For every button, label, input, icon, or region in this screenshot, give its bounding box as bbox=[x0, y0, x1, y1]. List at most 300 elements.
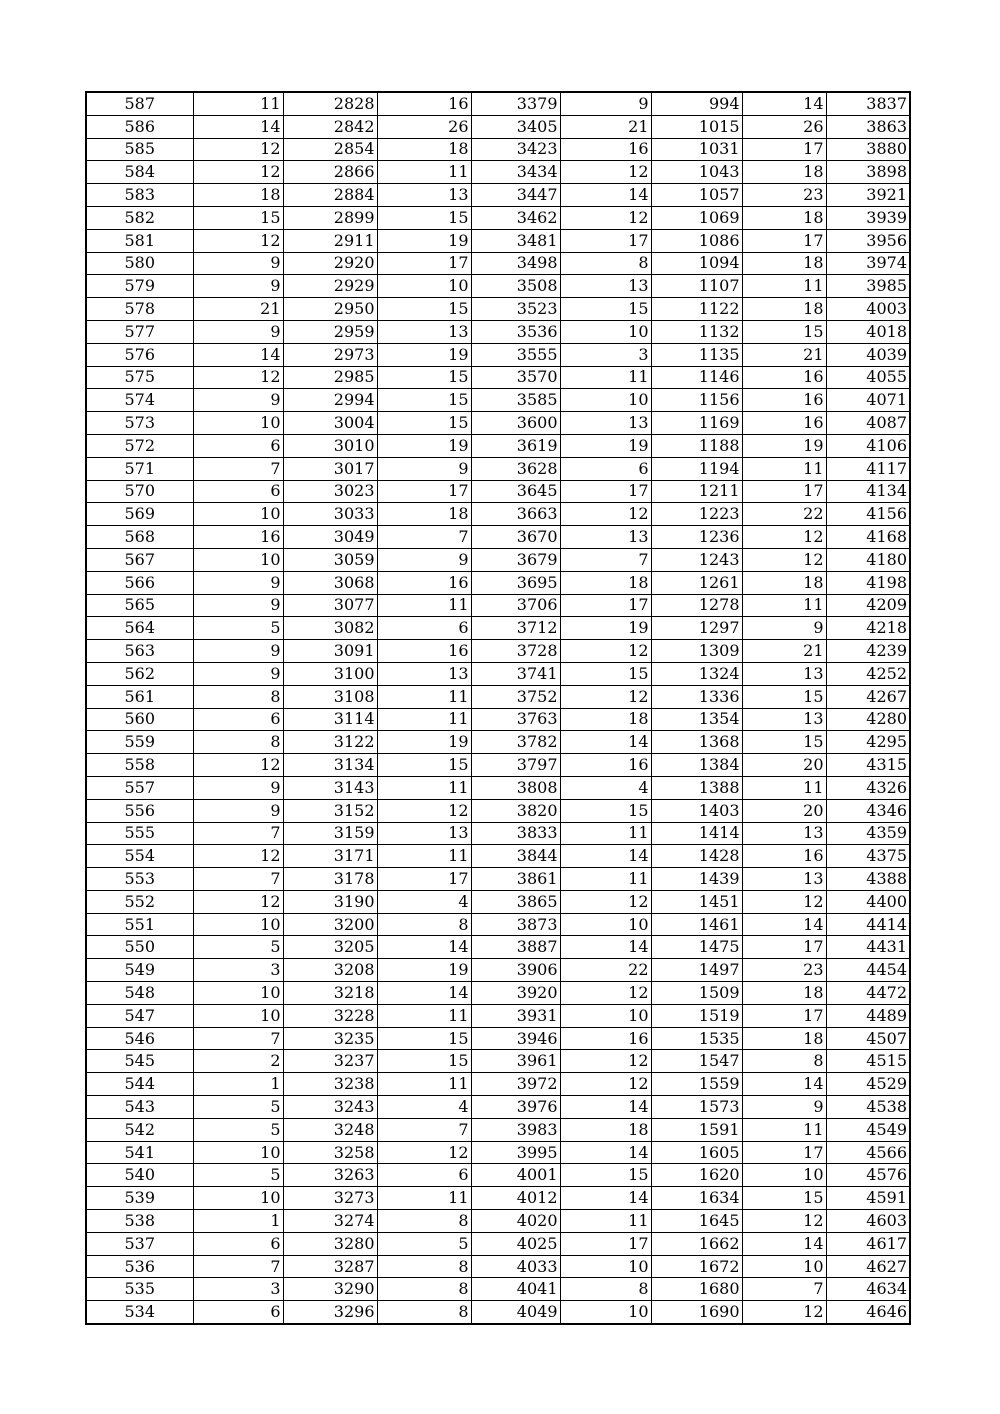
value-cell: 4489 bbox=[826, 1004, 910, 1027]
value-cell: 11 bbox=[377, 161, 471, 184]
value-cell: 3235 bbox=[283, 1027, 377, 1050]
value-cell: 3 bbox=[193, 1278, 283, 1301]
value-cell: 6 bbox=[377, 617, 471, 640]
value-cell: 3159 bbox=[283, 822, 377, 845]
score-cell: 549 bbox=[86, 959, 193, 982]
value-cell: 4538 bbox=[826, 1096, 910, 1119]
value-cell: 1403 bbox=[651, 799, 742, 822]
score-cell: 577 bbox=[86, 320, 193, 343]
value-cell: 13 bbox=[560, 275, 651, 298]
value-cell: 20 bbox=[742, 754, 826, 777]
value-cell: 19 bbox=[742, 434, 826, 457]
value-cell: 3498 bbox=[471, 252, 560, 275]
value-cell: 15 bbox=[377, 366, 471, 389]
table-row bbox=[86, 503, 910, 526]
value-cell: 13 bbox=[377, 662, 471, 685]
score-cell: 540 bbox=[86, 1164, 193, 1187]
value-cell: 12 bbox=[742, 548, 826, 571]
value-cell: 11 bbox=[742, 594, 826, 617]
value-cell: 3939 bbox=[826, 206, 910, 229]
score-cell: 582 bbox=[86, 206, 193, 229]
value-cell: 5 bbox=[193, 936, 283, 959]
table-row bbox=[86, 343, 910, 366]
score-cell: 573 bbox=[86, 412, 193, 435]
value-cell: 3017 bbox=[283, 457, 377, 480]
value-cell: 1132 bbox=[651, 320, 742, 343]
value-cell: 14 bbox=[560, 1187, 651, 1210]
value-cell: 4315 bbox=[826, 754, 910, 777]
value-cell: 1559 bbox=[651, 1073, 742, 1096]
value-cell: 8 bbox=[377, 1210, 471, 1233]
table-row bbox=[86, 115, 910, 138]
value-cell: 11 bbox=[742, 275, 826, 298]
table-row bbox=[86, 776, 910, 799]
value-cell: 1278 bbox=[651, 594, 742, 617]
score-cell: 562 bbox=[86, 662, 193, 685]
value-cell: 10 bbox=[193, 412, 283, 435]
value-cell: 13 bbox=[377, 822, 471, 845]
value-cell: 9 bbox=[193, 594, 283, 617]
value-cell: 11 bbox=[742, 457, 826, 480]
value-cell: 6 bbox=[193, 480, 283, 503]
value-cell: 4134 bbox=[826, 480, 910, 503]
value-cell: 26 bbox=[742, 115, 826, 138]
value-cell: 8 bbox=[193, 731, 283, 754]
value-cell: 12 bbox=[560, 1050, 651, 1073]
value-cell: 16 bbox=[193, 526, 283, 549]
value-cell: 2950 bbox=[283, 298, 377, 321]
score-cell: 561 bbox=[86, 685, 193, 708]
value-cell: 8 bbox=[193, 685, 283, 708]
value-cell: 6 bbox=[193, 434, 283, 457]
value-cell: 4018 bbox=[826, 320, 910, 343]
value-cell: 15 bbox=[560, 799, 651, 822]
value-cell: 9 bbox=[377, 457, 471, 480]
value-cell: 3974 bbox=[826, 252, 910, 275]
value-cell: 3091 bbox=[283, 640, 377, 663]
value-cell: 4041 bbox=[471, 1278, 560, 1301]
value-cell: 15 bbox=[377, 754, 471, 777]
value-cell: 1 bbox=[193, 1073, 283, 1096]
value-cell: 18 bbox=[742, 982, 826, 1005]
value-cell: 19 bbox=[377, 343, 471, 366]
table-row bbox=[86, 526, 910, 549]
value-cell: 4012 bbox=[471, 1187, 560, 1210]
value-cell: 10 bbox=[560, 1004, 651, 1027]
score-cell: 578 bbox=[86, 298, 193, 321]
value-cell: 7 bbox=[193, 822, 283, 845]
value-cell: 12 bbox=[193, 890, 283, 913]
score-table-body bbox=[86, 92, 910, 1324]
value-cell: 4515 bbox=[826, 1050, 910, 1073]
table-row bbox=[86, 640, 910, 663]
value-cell: 16 bbox=[560, 1027, 651, 1050]
value-cell: 4507 bbox=[826, 1027, 910, 1050]
value-cell: 12 bbox=[560, 1073, 651, 1096]
value-cell: 4 bbox=[377, 1096, 471, 1119]
value-cell: 1662 bbox=[651, 1232, 742, 1255]
value-cell: 4087 bbox=[826, 412, 910, 435]
value-cell: 1122 bbox=[651, 298, 742, 321]
value-cell: 19 bbox=[560, 617, 651, 640]
value-cell: 7 bbox=[193, 1027, 283, 1050]
value-cell: 17 bbox=[560, 1232, 651, 1255]
value-cell: 1414 bbox=[651, 822, 742, 845]
table-row bbox=[86, 868, 910, 891]
score-cell: 580 bbox=[86, 252, 193, 275]
value-cell: 7 bbox=[193, 1255, 283, 1278]
table-row bbox=[86, 1210, 910, 1233]
value-cell: 9 bbox=[742, 617, 826, 640]
value-cell: 1297 bbox=[651, 617, 742, 640]
value-cell: 1497 bbox=[651, 959, 742, 982]
value-cell: 3931 bbox=[471, 1004, 560, 1027]
value-cell: 4252 bbox=[826, 662, 910, 685]
value-cell: 1031 bbox=[651, 138, 742, 161]
value-cell: 4400 bbox=[826, 890, 910, 913]
table-row bbox=[86, 1187, 910, 1210]
value-cell: 12 bbox=[742, 890, 826, 913]
value-cell: 3728 bbox=[471, 640, 560, 663]
value-cell: 4218 bbox=[826, 617, 910, 640]
table-row bbox=[86, 457, 910, 480]
value-cell: 16 bbox=[742, 845, 826, 868]
value-cell: 4454 bbox=[826, 959, 910, 982]
value-cell: 10 bbox=[193, 548, 283, 571]
value-cell: 1261 bbox=[651, 571, 742, 594]
value-cell: 3782 bbox=[471, 731, 560, 754]
value-cell: 18 bbox=[742, 1027, 826, 1050]
score-cell: 581 bbox=[86, 229, 193, 252]
value-cell: 8 bbox=[560, 252, 651, 275]
value-cell: 7 bbox=[193, 457, 283, 480]
value-cell: 2973 bbox=[283, 343, 377, 366]
value-cell: 10 bbox=[560, 1301, 651, 1324]
value-cell: 9 bbox=[560, 92, 651, 115]
value-cell: 2920 bbox=[283, 252, 377, 275]
value-cell: 12 bbox=[560, 503, 651, 526]
value-cell: 4049 bbox=[471, 1301, 560, 1324]
table-row bbox=[86, 389, 910, 412]
value-cell: 1461 bbox=[651, 913, 742, 936]
table-row bbox=[86, 229, 910, 252]
score-cell: 557 bbox=[86, 776, 193, 799]
value-cell: 4033 bbox=[471, 1255, 560, 1278]
value-cell: 8 bbox=[377, 1301, 471, 1324]
value-cell: 12 bbox=[377, 1141, 471, 1164]
value-cell: 4529 bbox=[826, 1073, 910, 1096]
table-row bbox=[86, 594, 910, 617]
value-cell: 4576 bbox=[826, 1164, 910, 1187]
value-cell: 3972 bbox=[471, 1073, 560, 1096]
value-cell: 16 bbox=[377, 571, 471, 594]
value-cell: 3273 bbox=[283, 1187, 377, 1210]
value-cell: 4280 bbox=[826, 708, 910, 731]
value-cell: 10 bbox=[193, 503, 283, 526]
value-cell: 21 bbox=[560, 115, 651, 138]
value-cell: 13 bbox=[742, 868, 826, 891]
score-cell: 563 bbox=[86, 640, 193, 663]
value-cell: 3976 bbox=[471, 1096, 560, 1119]
value-cell: 8 bbox=[742, 1050, 826, 1073]
value-cell: 8 bbox=[560, 1278, 651, 1301]
table-row bbox=[86, 890, 910, 913]
value-cell: 3238 bbox=[283, 1073, 377, 1096]
value-cell: 18 bbox=[742, 252, 826, 275]
table-row bbox=[86, 1073, 910, 1096]
value-cell: 3645 bbox=[471, 480, 560, 503]
value-cell: 14 bbox=[193, 343, 283, 366]
value-cell: 6 bbox=[560, 457, 651, 480]
value-cell: 3861 bbox=[471, 868, 560, 891]
value-cell: 19 bbox=[377, 434, 471, 457]
value-cell: 1094 bbox=[651, 252, 742, 275]
value-cell: 7 bbox=[560, 548, 651, 571]
value-cell: 11 bbox=[742, 1118, 826, 1141]
score-cell: 587 bbox=[86, 92, 193, 115]
value-cell: 15 bbox=[377, 389, 471, 412]
table-row bbox=[86, 708, 910, 731]
value-cell: 3379 bbox=[471, 92, 560, 115]
value-cell: 14 bbox=[193, 115, 283, 138]
value-cell: 3752 bbox=[471, 685, 560, 708]
value-cell: 19 bbox=[377, 731, 471, 754]
value-cell: 15 bbox=[560, 298, 651, 321]
value-cell: 2959 bbox=[283, 320, 377, 343]
value-cell: 4549 bbox=[826, 1118, 910, 1141]
value-cell: 21 bbox=[193, 298, 283, 321]
value-cell: 4198 bbox=[826, 571, 910, 594]
value-cell: 5 bbox=[193, 1164, 283, 1187]
value-cell: 1336 bbox=[651, 685, 742, 708]
value-cell: 12 bbox=[560, 640, 651, 663]
value-cell: 3887 bbox=[471, 936, 560, 959]
value-cell: 18 bbox=[377, 503, 471, 526]
score-cell: 547 bbox=[86, 1004, 193, 1027]
value-cell: 9 bbox=[193, 776, 283, 799]
value-cell: 9 bbox=[193, 320, 283, 343]
value-cell: 15 bbox=[742, 320, 826, 343]
value-cell: 11 bbox=[377, 1187, 471, 1210]
value-cell: 1188 bbox=[651, 434, 742, 457]
value-cell: 12 bbox=[193, 229, 283, 252]
value-cell: 13 bbox=[742, 822, 826, 845]
value-cell: 6 bbox=[193, 708, 283, 731]
value-cell: 1451 bbox=[651, 890, 742, 913]
value-cell: 2911 bbox=[283, 229, 377, 252]
value-cell: 9 bbox=[193, 799, 283, 822]
value-cell: 1135 bbox=[651, 343, 742, 366]
value-cell: 7 bbox=[377, 526, 471, 549]
value-cell: 17 bbox=[742, 936, 826, 959]
value-cell: 1309 bbox=[651, 640, 742, 663]
table-row bbox=[86, 298, 910, 321]
value-cell: 3619 bbox=[471, 434, 560, 457]
value-cell: 6 bbox=[193, 1301, 283, 1324]
value-cell: 3134 bbox=[283, 754, 377, 777]
value-cell: 2842 bbox=[283, 115, 377, 138]
value-cell: 10 bbox=[560, 913, 651, 936]
value-cell: 3004 bbox=[283, 412, 377, 435]
value-cell: 16 bbox=[742, 389, 826, 412]
table-row bbox=[86, 92, 910, 115]
value-cell: 14 bbox=[377, 936, 471, 959]
value-cell: 4180 bbox=[826, 548, 910, 571]
value-cell: 11 bbox=[560, 366, 651, 389]
score-cell: 554 bbox=[86, 845, 193, 868]
value-cell: 17 bbox=[742, 1004, 826, 1027]
value-cell: 1107 bbox=[651, 275, 742, 298]
value-cell: 1086 bbox=[651, 229, 742, 252]
value-cell: 8 bbox=[377, 1255, 471, 1278]
value-cell: 6 bbox=[377, 1164, 471, 1187]
value-cell: 13 bbox=[560, 526, 651, 549]
value-cell: 3274 bbox=[283, 1210, 377, 1233]
value-cell: 15 bbox=[742, 731, 826, 754]
value-cell: 9 bbox=[742, 1096, 826, 1119]
value-cell: 3447 bbox=[471, 184, 560, 207]
value-cell: 13 bbox=[377, 184, 471, 207]
value-cell: 12 bbox=[560, 685, 651, 708]
value-cell: 1146 bbox=[651, 366, 742, 389]
value-cell: 3995 bbox=[471, 1141, 560, 1164]
score-cell: 564 bbox=[86, 617, 193, 640]
value-cell: 4 bbox=[560, 776, 651, 799]
table-row bbox=[86, 1278, 910, 1301]
value-cell: 3237 bbox=[283, 1050, 377, 1073]
value-cell: 3228 bbox=[283, 1004, 377, 1027]
score-cell: 545 bbox=[86, 1050, 193, 1073]
value-cell: 3600 bbox=[471, 412, 560, 435]
value-cell: 7 bbox=[193, 868, 283, 891]
value-cell: 4591 bbox=[826, 1187, 910, 1210]
table-row bbox=[86, 184, 910, 207]
table-row bbox=[86, 845, 910, 868]
table-row bbox=[86, 548, 910, 571]
value-cell: 13 bbox=[560, 412, 651, 435]
value-cell: 5 bbox=[377, 1232, 471, 1255]
value-cell: 4603 bbox=[826, 1210, 910, 1233]
value-cell: 12 bbox=[560, 890, 651, 913]
value-cell: 3200 bbox=[283, 913, 377, 936]
value-cell: 4209 bbox=[826, 594, 910, 617]
score-cell: 584 bbox=[86, 161, 193, 184]
score-cell: 544 bbox=[86, 1073, 193, 1096]
value-cell: 17 bbox=[742, 138, 826, 161]
value-cell: 3920 bbox=[471, 982, 560, 1005]
value-cell: 11 bbox=[560, 868, 651, 891]
value-cell: 15 bbox=[193, 206, 283, 229]
value-cell: 3082 bbox=[283, 617, 377, 640]
value-cell: 5 bbox=[193, 617, 283, 640]
value-cell: 12 bbox=[193, 161, 283, 184]
score-cell: 536 bbox=[86, 1255, 193, 1278]
value-cell: 4627 bbox=[826, 1255, 910, 1278]
value-cell: 14 bbox=[742, 1073, 826, 1096]
table-row bbox=[86, 1141, 910, 1164]
value-cell: 1690 bbox=[651, 1301, 742, 1324]
table-row bbox=[86, 366, 910, 389]
value-cell: 16 bbox=[377, 640, 471, 663]
value-cell: 8 bbox=[377, 913, 471, 936]
table-row bbox=[86, 959, 910, 982]
value-cell: 9 bbox=[193, 571, 283, 594]
value-cell: 4003 bbox=[826, 298, 910, 321]
value-cell: 3695 bbox=[471, 571, 560, 594]
value-cell: 5 bbox=[193, 1118, 283, 1141]
value-cell: 12 bbox=[193, 754, 283, 777]
value-cell: 1672 bbox=[651, 1255, 742, 1278]
value-cell: 3898 bbox=[826, 161, 910, 184]
value-cell: 12 bbox=[193, 138, 283, 161]
value-cell: 14 bbox=[742, 1232, 826, 1255]
value-cell: 17 bbox=[560, 480, 651, 503]
value-cell: 4106 bbox=[826, 434, 910, 457]
score-cell: 568 bbox=[86, 526, 193, 549]
value-cell: 17 bbox=[377, 480, 471, 503]
value-cell: 3844 bbox=[471, 845, 560, 868]
value-cell: 15 bbox=[377, 298, 471, 321]
value-cell: 3023 bbox=[283, 480, 377, 503]
table-row bbox=[86, 1118, 910, 1141]
value-cell: 18 bbox=[560, 1118, 651, 1141]
table-row bbox=[86, 1301, 910, 1324]
value-cell: 4239 bbox=[826, 640, 910, 663]
value-cell: 3956 bbox=[826, 229, 910, 252]
value-cell: 4055 bbox=[826, 366, 910, 389]
table-row bbox=[86, 206, 910, 229]
value-cell: 4617 bbox=[826, 1232, 910, 1255]
value-cell: 1680 bbox=[651, 1278, 742, 1301]
score-cell: 542 bbox=[86, 1118, 193, 1141]
value-cell: 12 bbox=[742, 1301, 826, 1324]
score-cell: 586 bbox=[86, 115, 193, 138]
value-cell: 16 bbox=[742, 366, 826, 389]
value-cell: 3961 bbox=[471, 1050, 560, 1073]
value-cell: 3171 bbox=[283, 845, 377, 868]
value-cell: 10 bbox=[193, 1141, 283, 1164]
value-cell: 11 bbox=[560, 822, 651, 845]
value-cell: 3248 bbox=[283, 1118, 377, 1141]
value-cell: 3 bbox=[560, 343, 651, 366]
value-cell: 17 bbox=[742, 229, 826, 252]
value-cell: 3208 bbox=[283, 959, 377, 982]
value-cell: 1475 bbox=[651, 936, 742, 959]
value-cell: 21 bbox=[742, 640, 826, 663]
value-cell: 3679 bbox=[471, 548, 560, 571]
score-cell: 546 bbox=[86, 1027, 193, 1050]
value-cell: 16 bbox=[377, 92, 471, 115]
value-cell: 14 bbox=[377, 982, 471, 1005]
score-cell: 548 bbox=[86, 982, 193, 1005]
value-cell: 15 bbox=[377, 412, 471, 435]
value-cell: 4414 bbox=[826, 913, 910, 936]
table-row bbox=[86, 1232, 910, 1255]
value-cell: 2994 bbox=[283, 389, 377, 412]
value-cell: 1324 bbox=[651, 662, 742, 685]
value-cell: 4646 bbox=[826, 1301, 910, 1324]
value-cell: 4025 bbox=[471, 1232, 560, 1255]
table-row bbox=[86, 617, 910, 640]
table-row bbox=[86, 434, 910, 457]
value-cell: 20 bbox=[742, 799, 826, 822]
value-cell: 3049 bbox=[283, 526, 377, 549]
value-cell: 14 bbox=[560, 1096, 651, 1119]
value-cell: 1368 bbox=[651, 731, 742, 754]
score-cell: 553 bbox=[86, 868, 193, 891]
value-cell: 12 bbox=[742, 1210, 826, 1233]
value-cell: 1634 bbox=[651, 1187, 742, 1210]
